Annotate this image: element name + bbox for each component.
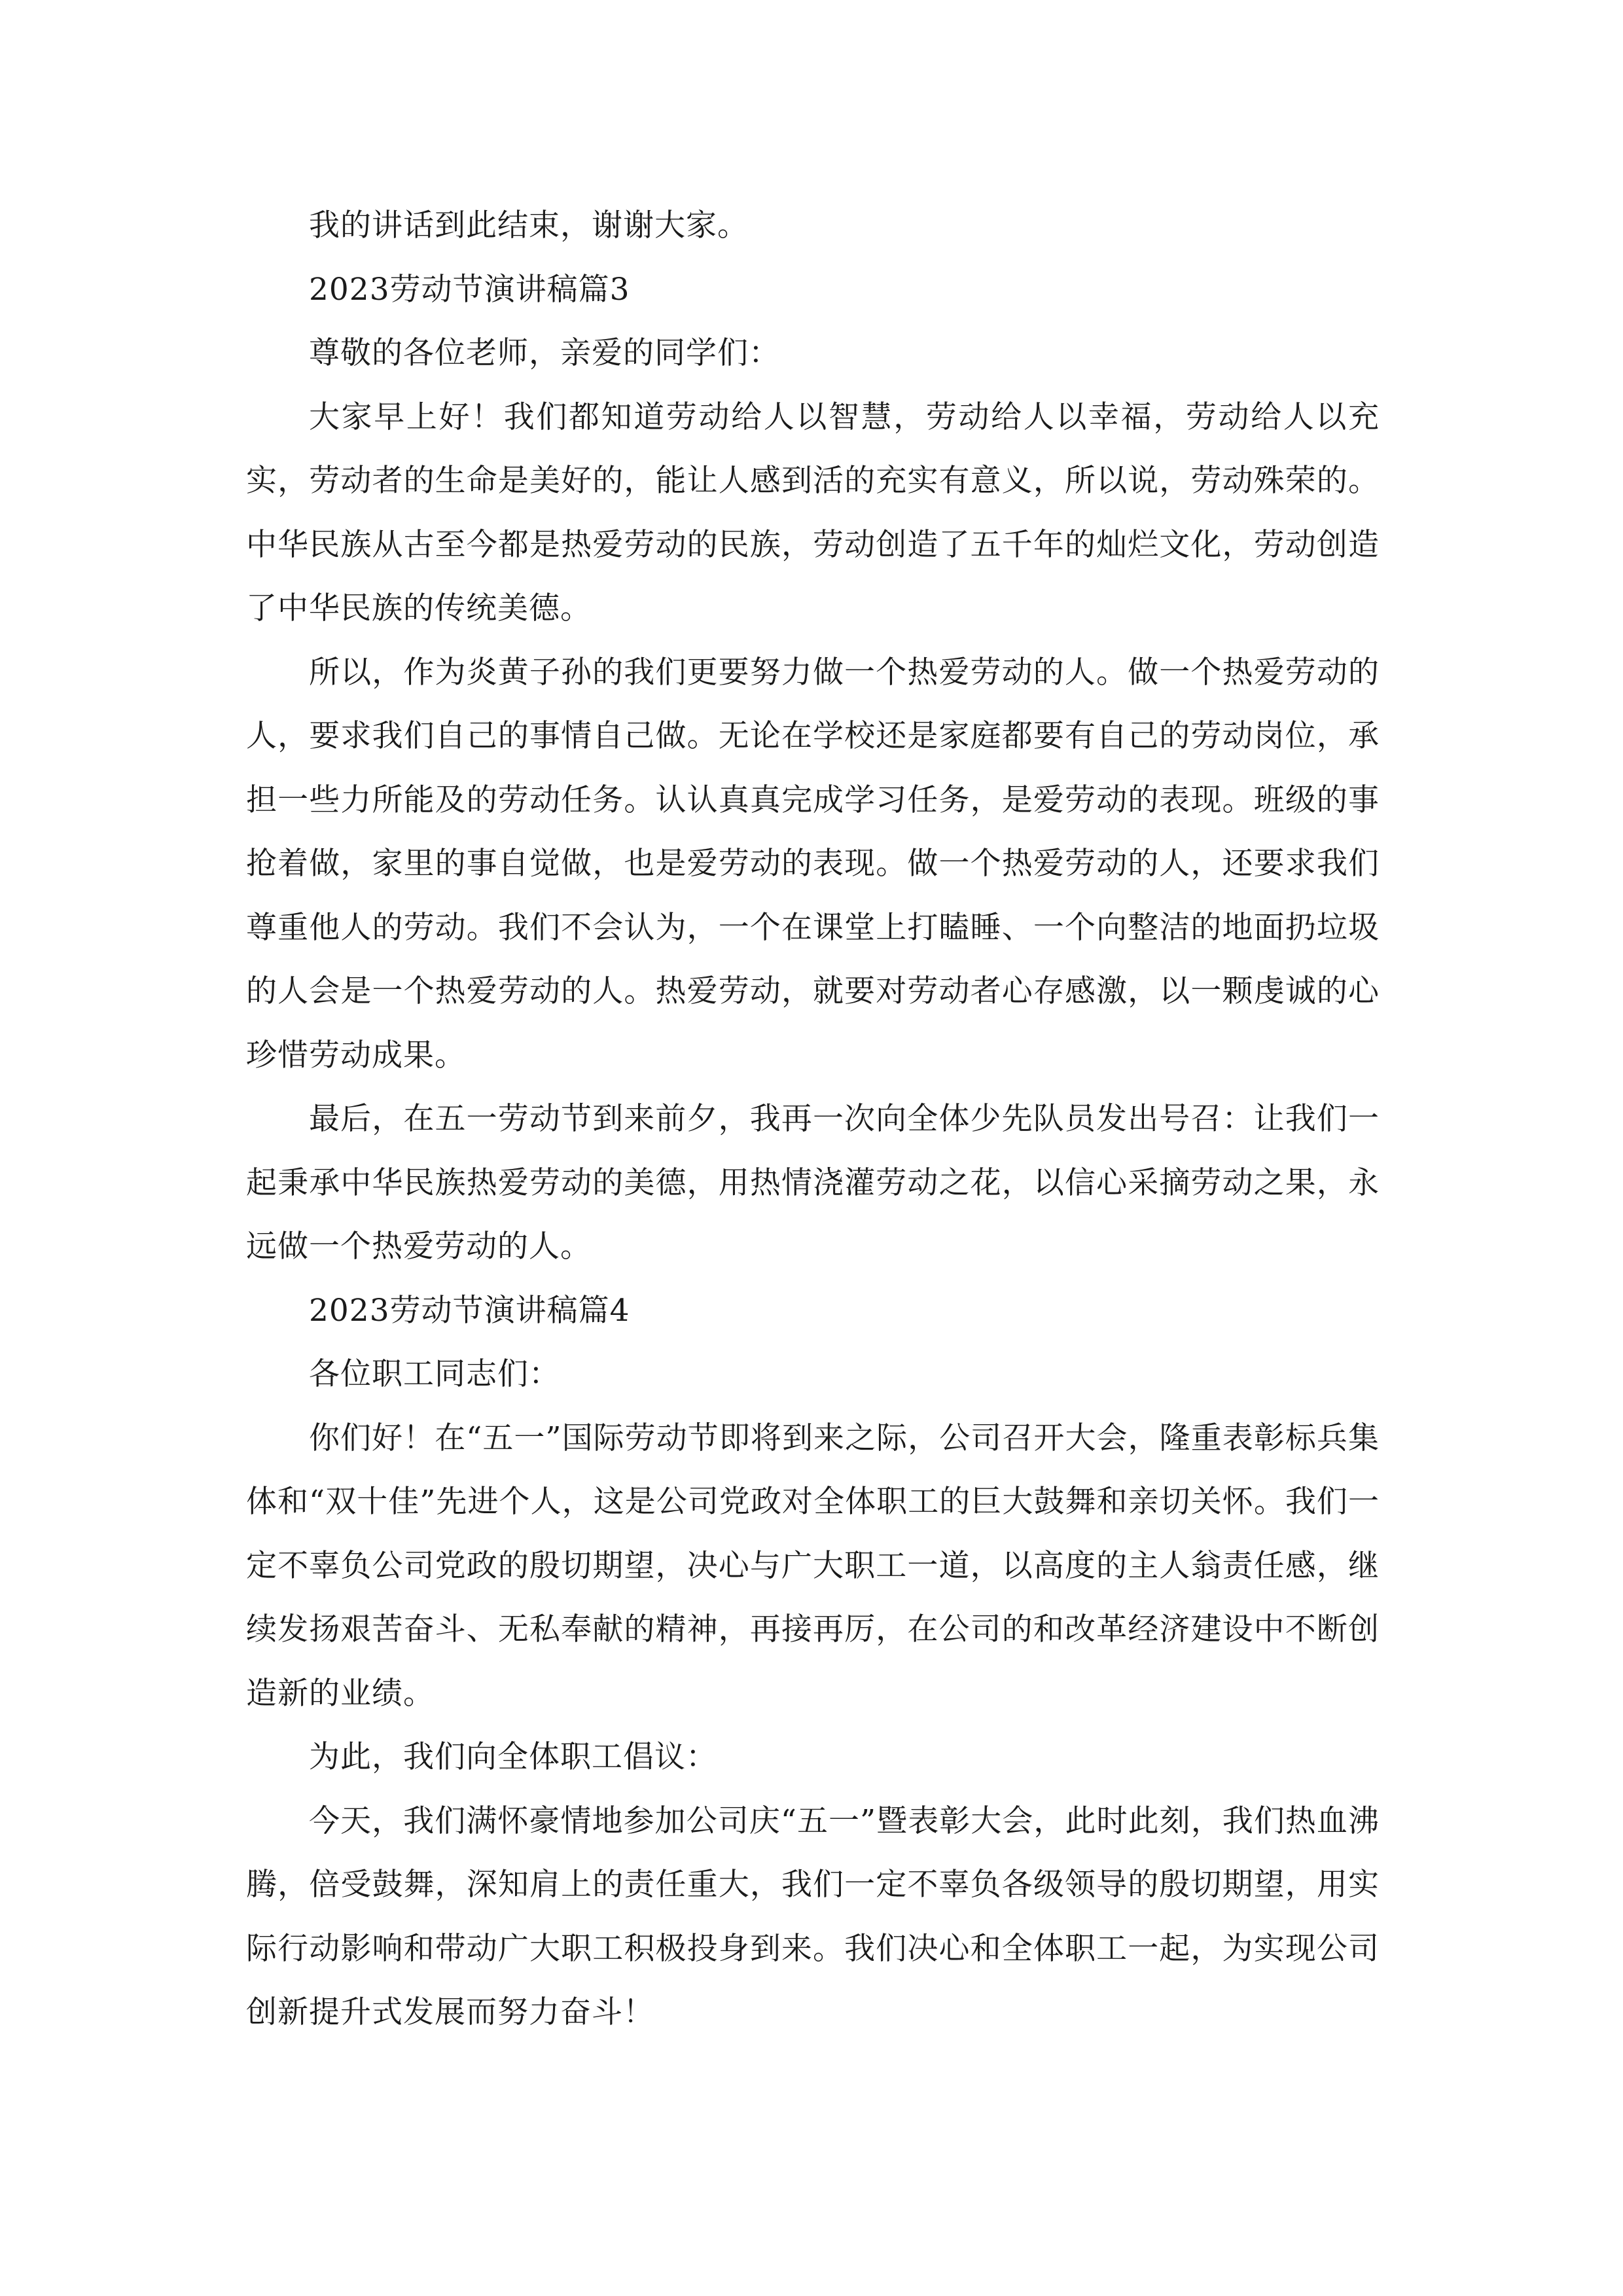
closing-line: 我的讲话到此结束，谢谢大家。	[309, 207, 749, 243]
section-heading-3: 2023劳动节演讲稿篇3	[309, 271, 630, 308]
body-paragraph: 最后，在五一劳动节到来前夕，我再一次向全体少先队员发出号召：让我们一起秉承中华民族热爱劳动的美德，用热情浇灌劳动之花，以信心采摘劳动之果，永远做一个热爱劳动的人。	[246, 1101, 1380, 1265]
salutation-4: 各位职工同志们：	[309, 1356, 560, 1392]
document-body	[246, 194, 1380, 2045]
section-heading-4: 2023劳动节演讲稿篇4	[309, 1292, 630, 1329]
salutation-3: 尊敬的各位老师，亲爱的同学们：	[309, 335, 780, 371]
body-paragraph: 大家早上好！我们都知道劳动给人以智慧，劳动给人以幸福，劳动给人以充实，劳动者的生命是美好的，能让人感到活的充实有意义，所以说，劳动殊荣的。中华民族从古至今都是热爱劳动的民族，劳动创造了五千年的灿烂文化，劳动创造了中华民族的传统美德。	[246, 399, 1380, 626]
body-paragraph: 所以，作为炎黄子孙的我们更要努力做一个热爱劳动的人。做一个热爱劳动的人，要求我们自己的事情自己做。无论在学校还是家庭都要有自己的劳动岗位，承担一些力所能及的劳动任务。认认真真完成学习任务，是爱劳动的表现。班级的事抢着做，家里的事自觉做，也是爱劳动的表现。做一个热爱劳动的人，还要求我们尊重他人的劳动。我们不会认为，一个在课堂上打瞌睡、一个向整洁的地面扔垃圾的人会是一个热爱劳动的人。热爱劳动，就要对劳动者心存感激，以一颗虔诚的心珍惜劳动成果。	[246, 654, 1380, 1073]
body-paragraph: 你们好！在“五一”国际劳动节即将到来之际，公司召开大会，隆重表彰标兵集体和“双十佳”先进个人，这是公司党政对全体职工的巨大鼓舞和亲切关怀。我们一定不辜负公司党政的殷切期望，决心与广大职工一道，以高度的主人翁责任感，继续发扬艰苦奋斗、无私奉献的精神，再接再厉，在公司的和改革经济建设中不断创造新的业绩。	[246, 1420, 1380, 1712]
body-paragraph: 为此，我们向全体职工倡议：	[309, 1739, 717, 1775]
body-paragraph: 今天，我们满怀豪情地参加公司庆“五一”暨表彰大会，此时此刻，我们热血沸腾，倍受鼓舞，深知肩上的责任重大，我们一定不辜负各级领导的殷切期望，用实际行动影响和带动广大职工积极投身到来。我们决心和全体职工一起，为实现公司创新提升式发展而努力奋斗！	[246, 1803, 1380, 2030]
